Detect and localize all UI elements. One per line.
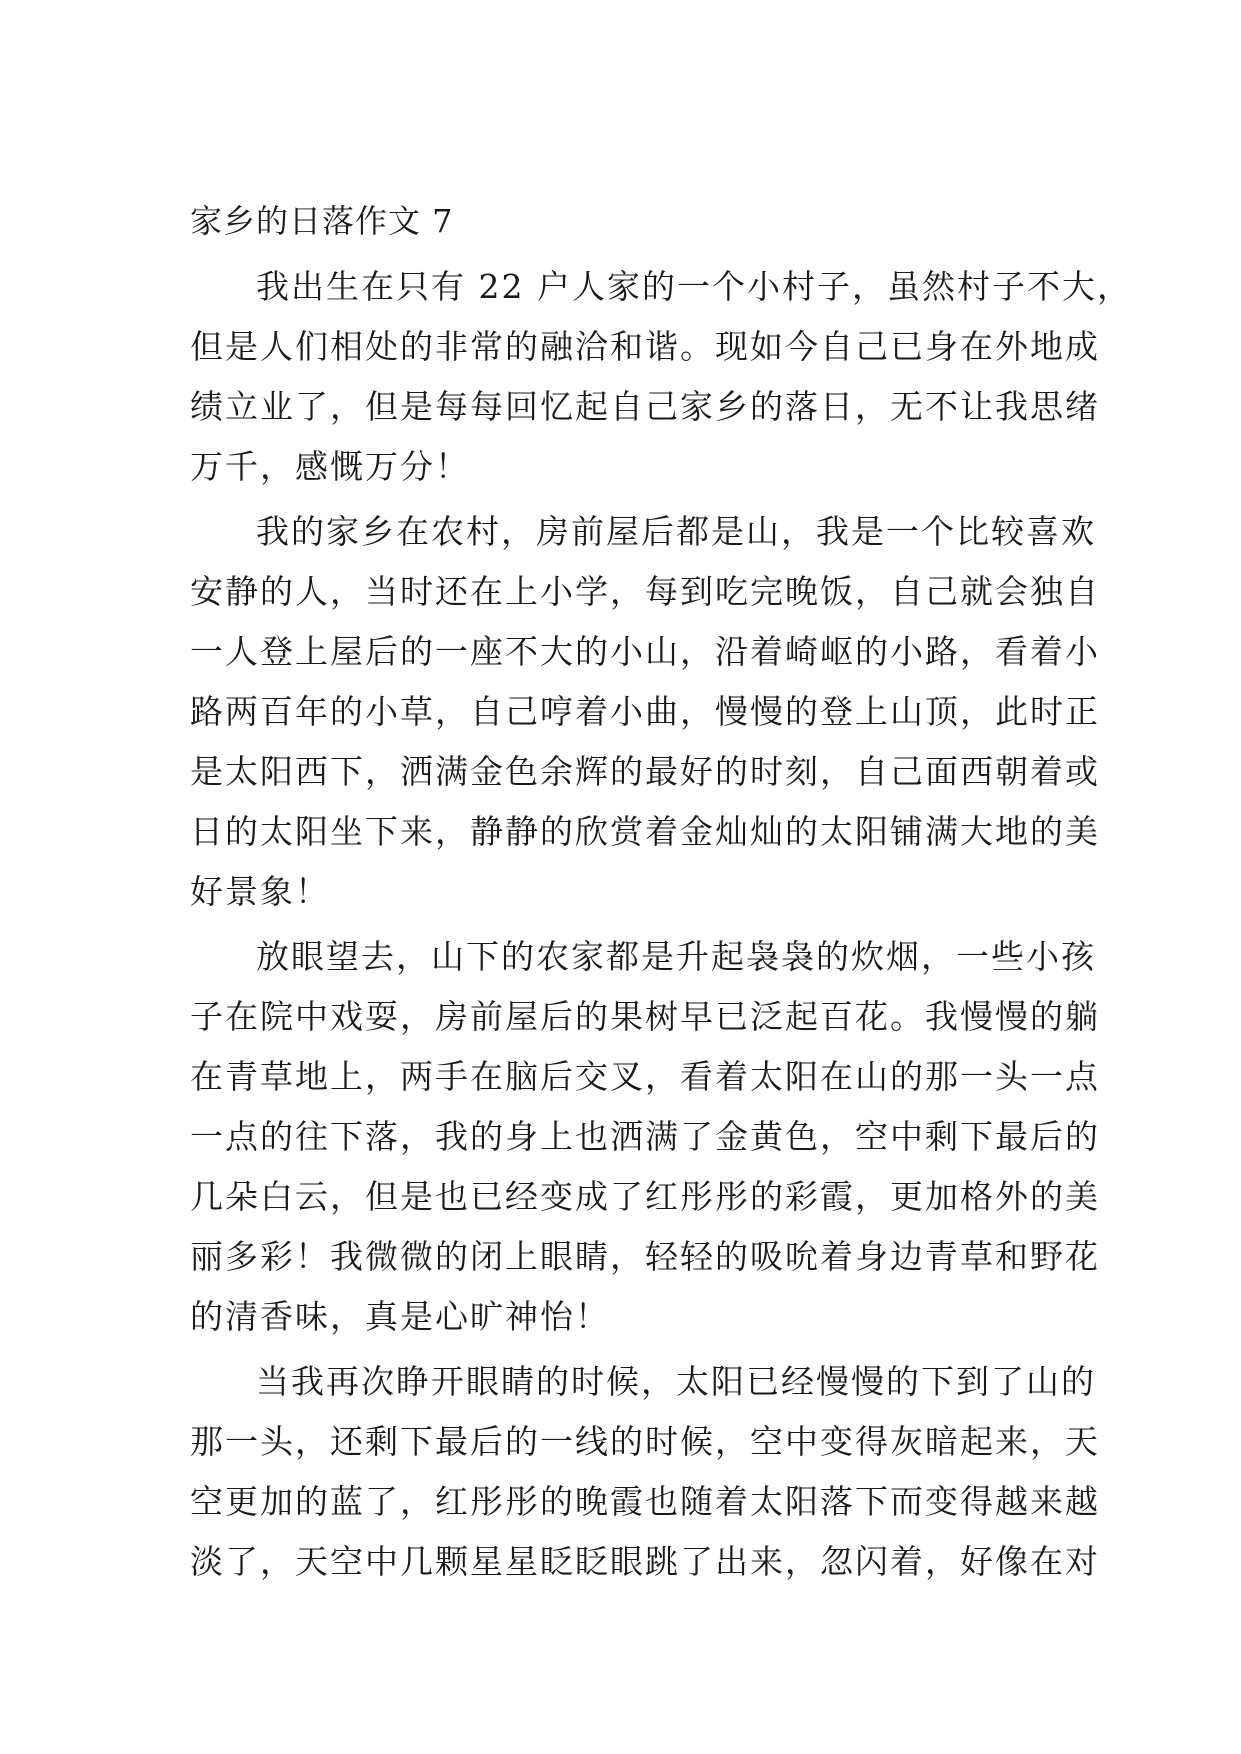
text-line: 一人登上屋后的一座不大的小山，沿着崎岖的小路，看着小 bbox=[190, 632, 1100, 671]
text-line: 我出生在只有 22 户人家的一个小村子，虽然村子不大， bbox=[256, 267, 1132, 306]
text-line: 好景象！ bbox=[190, 872, 330, 911]
text-line: 万千，感慨万分！ bbox=[190, 447, 470, 486]
text-line: 那一头，还剩下最后的一线的时候，空中变得灰暗起来，天 bbox=[190, 1422, 1100, 1461]
text-line: 子在院中戏耍，房前屋后的果树早已泛起百花。我慢慢的躺 bbox=[190, 997, 1100, 1036]
text-line: 安静的人，当时还在上小学，每到吃完晚饭，自己就会独自 bbox=[190, 572, 1100, 611]
text-line: 一点的往下落，我的身上也洒满了金黄色，空中剩下最后的 bbox=[190, 1117, 1100, 1156]
text-line: 放眼望去，山下的农家都是升起袅袅的炊烟，一些小孩 bbox=[256, 937, 1096, 976]
text-line: 日的太阳坐下来，静静的欣赏着金灿灿的太阳铺满大地的美 bbox=[190, 812, 1100, 851]
document-title: 家乡的日落作文 7 bbox=[190, 202, 454, 240]
text-line: 几朵白云，但是也已经变成了红彤彤的彩霞，更加格外的美 bbox=[190, 1177, 1100, 1216]
text-line: 在青草地上，两手在脑后交叉，看着太阳在山的那一头一点 bbox=[190, 1057, 1100, 1096]
text-line: 但是人们相处的非常的融洽和谐。现如今自己已身在外地成 bbox=[190, 327, 1100, 366]
text-line: 绩立业了，但是每每回忆起自己家乡的落日，无不让我思绪 bbox=[190, 387, 1100, 426]
text-line: 是太阳西下，洒满金色余辉的最好的时刻，自己面西朝着或 bbox=[190, 752, 1100, 791]
text-line: 丽多彩！我微微的闭上眼睛，轻轻的吸吮着身边青草和野花 bbox=[190, 1237, 1100, 1276]
text-line: 路两百年的小草，自己哼着小曲，慢慢的登上山顶，此时正 bbox=[190, 692, 1100, 731]
text-line: 当我再次睁开眼睛的时候，太阳已经慢慢的下到了山的 bbox=[256, 1362, 1096, 1401]
text-line: 的清香味，真是心旷神怡！ bbox=[190, 1297, 610, 1336]
text-line: 淡了，天空中几颗星星眨眨眼跳了出来，忽闪着，好像在对 bbox=[190, 1542, 1100, 1581]
text-line: 我的家乡在农村，房前屋后都是山，我是一个比较喜欢 bbox=[256, 512, 1096, 551]
text-line: 空更加的蓝了，红彤彤的晚霞也随着太阳落下而变得越来越 bbox=[190, 1482, 1100, 1521]
